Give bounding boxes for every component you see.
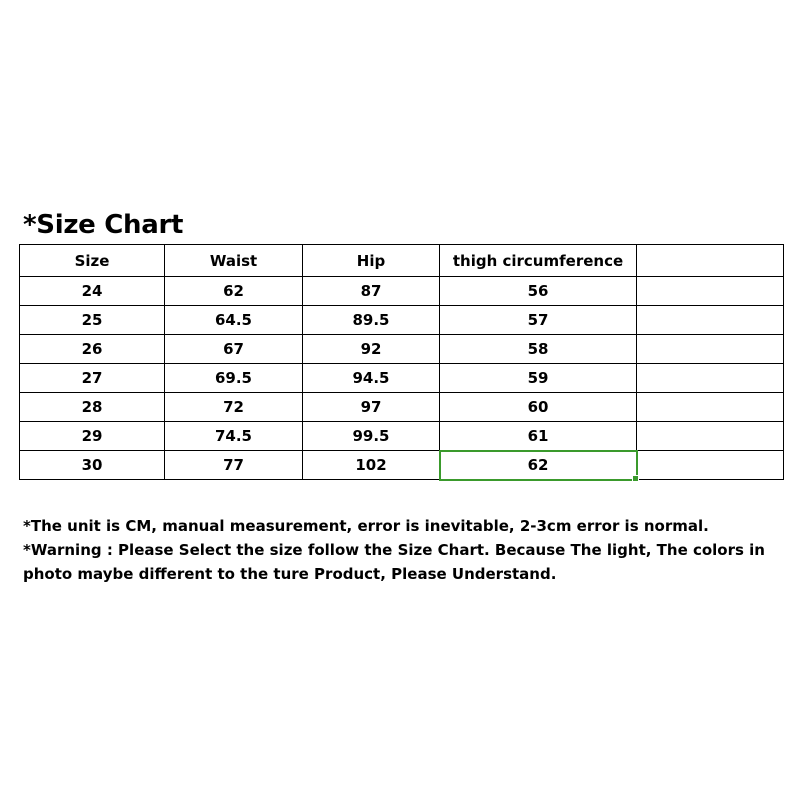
cell-hip: 102 bbox=[303, 451, 440, 480]
table-row bbox=[20, 364, 784, 393]
cell-waist: 67 bbox=[165, 335, 303, 364]
notes-block bbox=[23, 514, 783, 586]
cell-size: 29 bbox=[20, 422, 165, 451]
cell-empty bbox=[637, 393, 784, 422]
cell-empty bbox=[637, 335, 784, 364]
cell-thigh: 56 bbox=[440, 277, 637, 306]
size-chart-table bbox=[19, 244, 784, 480]
cell-size: 28 bbox=[20, 393, 165, 422]
cell-empty bbox=[637, 306, 784, 335]
size-chart-title: *Size Chart bbox=[23, 210, 184, 240]
cell-hip: 87 bbox=[303, 277, 440, 306]
cell-thigh-selected[interactable] bbox=[440, 451, 637, 480]
cell-thigh: 61 bbox=[440, 422, 637, 451]
cell-hip: 92 bbox=[303, 335, 440, 364]
table-row bbox=[20, 335, 784, 364]
cell-empty bbox=[637, 451, 784, 480]
cell-hip: 89.5 bbox=[303, 306, 440, 335]
warning-note: *Warning : Please Select the size follow the Size Chart. Because The light, The colors in photo maybe different to the ture Product, Please Understand. bbox=[23, 541, 765, 583]
cell-hip: 94.5 bbox=[303, 364, 440, 393]
cell-size: 24 bbox=[20, 277, 165, 306]
cell-thigh-value: 62 bbox=[527, 456, 549, 474]
cell-waist: 72 bbox=[165, 393, 303, 422]
header-hip: Hip bbox=[303, 245, 440, 277]
cell-waist: 74.5 bbox=[165, 422, 303, 451]
cell-waist: 77 bbox=[165, 451, 303, 480]
cell-size: 27 bbox=[20, 364, 165, 393]
cell-waist: 62 bbox=[165, 277, 303, 306]
cell-thigh: 58 bbox=[440, 335, 637, 364]
cell-hip: 99.5 bbox=[303, 422, 440, 451]
cell-hip: 97 bbox=[303, 393, 440, 422]
table-row bbox=[20, 277, 784, 306]
table-row bbox=[20, 393, 784, 422]
cell-size: 26 bbox=[20, 335, 165, 364]
header-size: Size bbox=[20, 245, 165, 277]
cell-thigh: 57 bbox=[440, 306, 637, 335]
fill-handle[interactable] bbox=[632, 475, 639, 482]
table-row bbox=[20, 451, 784, 480]
cell-empty bbox=[637, 277, 784, 306]
cell-thigh: 59 bbox=[440, 364, 637, 393]
header-empty bbox=[637, 245, 784, 277]
cell-waist: 69.5 bbox=[165, 364, 303, 393]
header-thigh-circumference: thigh circumference bbox=[440, 245, 637, 277]
table-row bbox=[20, 306, 784, 335]
unit-note: *The unit is CM, manual measurement, error is inevitable, 2-3cm error is normal. bbox=[23, 517, 709, 535]
cell-size: 30 bbox=[20, 451, 165, 480]
cell-empty bbox=[637, 422, 784, 451]
cell-size: 25 bbox=[20, 306, 165, 335]
cell-empty bbox=[637, 364, 784, 393]
table-header-row bbox=[20, 245, 784, 277]
table-row bbox=[20, 422, 784, 451]
cell-waist: 64.5 bbox=[165, 306, 303, 335]
cell-thigh: 60 bbox=[440, 393, 637, 422]
header-waist: Waist bbox=[165, 245, 303, 277]
